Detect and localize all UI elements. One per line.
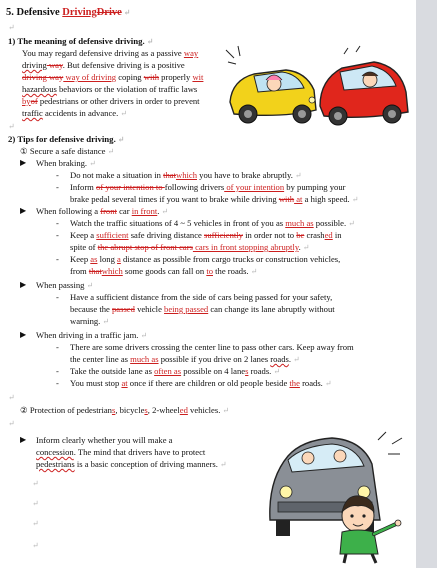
- blank-line: ↵: [8, 23, 15, 32]
- s1-line-2: driving way. But defensive driving is a positive: [22, 60, 185, 70]
- passing-item-1: Have a sufficient distance from the side of cars being passed for your safety,: [70, 292, 333, 302]
- braking-item-2-cont: brake pedal several times if you want to brake while driving with at a high speed. ↵: [70, 194, 359, 204]
- jam-heading: When driving in a traffic jam. ↵: [36, 330, 148, 340]
- bullet-icon: ▶: [20, 435, 27, 444]
- braking-item-2: Inform of your intention to following drivers of your intention by pumping your: [70, 182, 346, 192]
- blank-line: ↵: [8, 122, 15, 131]
- passing-item-1-cont2: warning. ↵: [70, 316, 110, 326]
- bullet-icon: ▶: [20, 158, 27, 167]
- dash-icon: -: [56, 170, 59, 180]
- sub-2-heading: ② Protection of pedestrians, bicycles, 2-wheeled vehicles. ↵: [20, 405, 230, 415]
- pedestrian-line-3: pedestrians is a basic conception of driving manners. ↵: [36, 459, 227, 469]
- blank-line: ↵: [8, 393, 15, 402]
- following-item-1: Watch the traffic situations of 4 ~ 5 vehicles in front of you as much as possible. ↵: [70, 218, 355, 228]
- section-1-heading: 1) The meaning of defensive driving. ↵: [8, 36, 154, 46]
- dash-icon: -: [56, 342, 59, 352]
- s1-line-1: You may regard defensive driving as a passive way: [22, 48, 199, 58]
- jam-item-1: There are some drivers crossing the center line to pass other cars. Keep away from: [70, 342, 354, 352]
- sub-1-heading: ① Secure a safe distance ↵: [20, 146, 115, 156]
- dash-icon: -: [56, 378, 59, 388]
- jam-item-2: Take the outside lane as often as possible on 4 lanes roads. ↵: [70, 366, 281, 376]
- s1-line-5: byof pedestrians or other drivers in order to prevent: [22, 96, 200, 106]
- dash-icon: -: [56, 292, 59, 302]
- jam-item-3: You must stop at once if there are children or old people beside the roads. ↵: [70, 378, 332, 388]
- following-heading: When following a front car in front. ↵: [36, 206, 169, 216]
- blank-line: ↵: [32, 499, 39, 508]
- dash-icon: -: [56, 182, 59, 192]
- following-item-2-cont: spite of the abrupt stop of front cars cars in front stopping abruptly. ↵: [70, 242, 310, 252]
- s1-line-6: traffic accidents in advance. ↵: [22, 108, 127, 118]
- braking-heading: When braking. ↵: [36, 158, 96, 168]
- pedestrian-line-1: Inform clearly whether you will make a: [36, 435, 173, 445]
- bullet-icon: ▶: [20, 330, 27, 339]
- document-title: 5. Defensive DrivingDrive ↵: [6, 7, 131, 18]
- window-background: [416, 0, 437, 568]
- blank-line: ↵: [32, 479, 39, 488]
- s1-line-3: driving way way of driving coping with properly wit: [22, 72, 204, 82]
- following-item-2: Keep a sufficient safe driving distance sufficiently in order not to be crashed in: [70, 230, 342, 240]
- blank-line: ↵: [32, 519, 39, 528]
- s1-line-4: hazardous behaviors or the violation of traffic laws: [22, 84, 198, 94]
- blank-line: ↵: [32, 541, 39, 550]
- following-item-3-cont: from thatwhich some goods can fall on to the roads. ↵: [70, 266, 258, 276]
- section-2-heading: 2) Tips for defensive driving. ↵: [8, 134, 125, 144]
- dash-icon: -: [56, 218, 59, 228]
- dash-icon: -: [56, 230, 59, 240]
- passing-item-1-cont: because the passed vehicle being passed can change its lane abruptly without: [70, 304, 335, 314]
- dash-icon: -: [56, 254, 59, 264]
- bullet-icon: ▶: [20, 280, 27, 289]
- jam-item-1-cont: the center line as much as possible if you drive on 2 lanes roads. ↵: [70, 354, 300, 364]
- braking-item-1: Do not make a situation in thatwhich you have to brake abruptly. ↵: [70, 170, 302, 180]
- blank-line: ↵: [8, 419, 15, 428]
- passing-heading: When passing ↵: [36, 280, 94, 290]
- dash-icon: -: [56, 366, 59, 376]
- car-and-child-illustration: [262, 420, 412, 565]
- pedestrian-line-2: concession. The mind that drivers have to protect: [36, 447, 206, 457]
- bullet-icon: ▶: [20, 206, 27, 215]
- following-item-3: Keep as long a distance as possible from cargo trucks or construction vehicles,: [70, 254, 341, 264]
- two-cars-illustration: [224, 44, 412, 128]
